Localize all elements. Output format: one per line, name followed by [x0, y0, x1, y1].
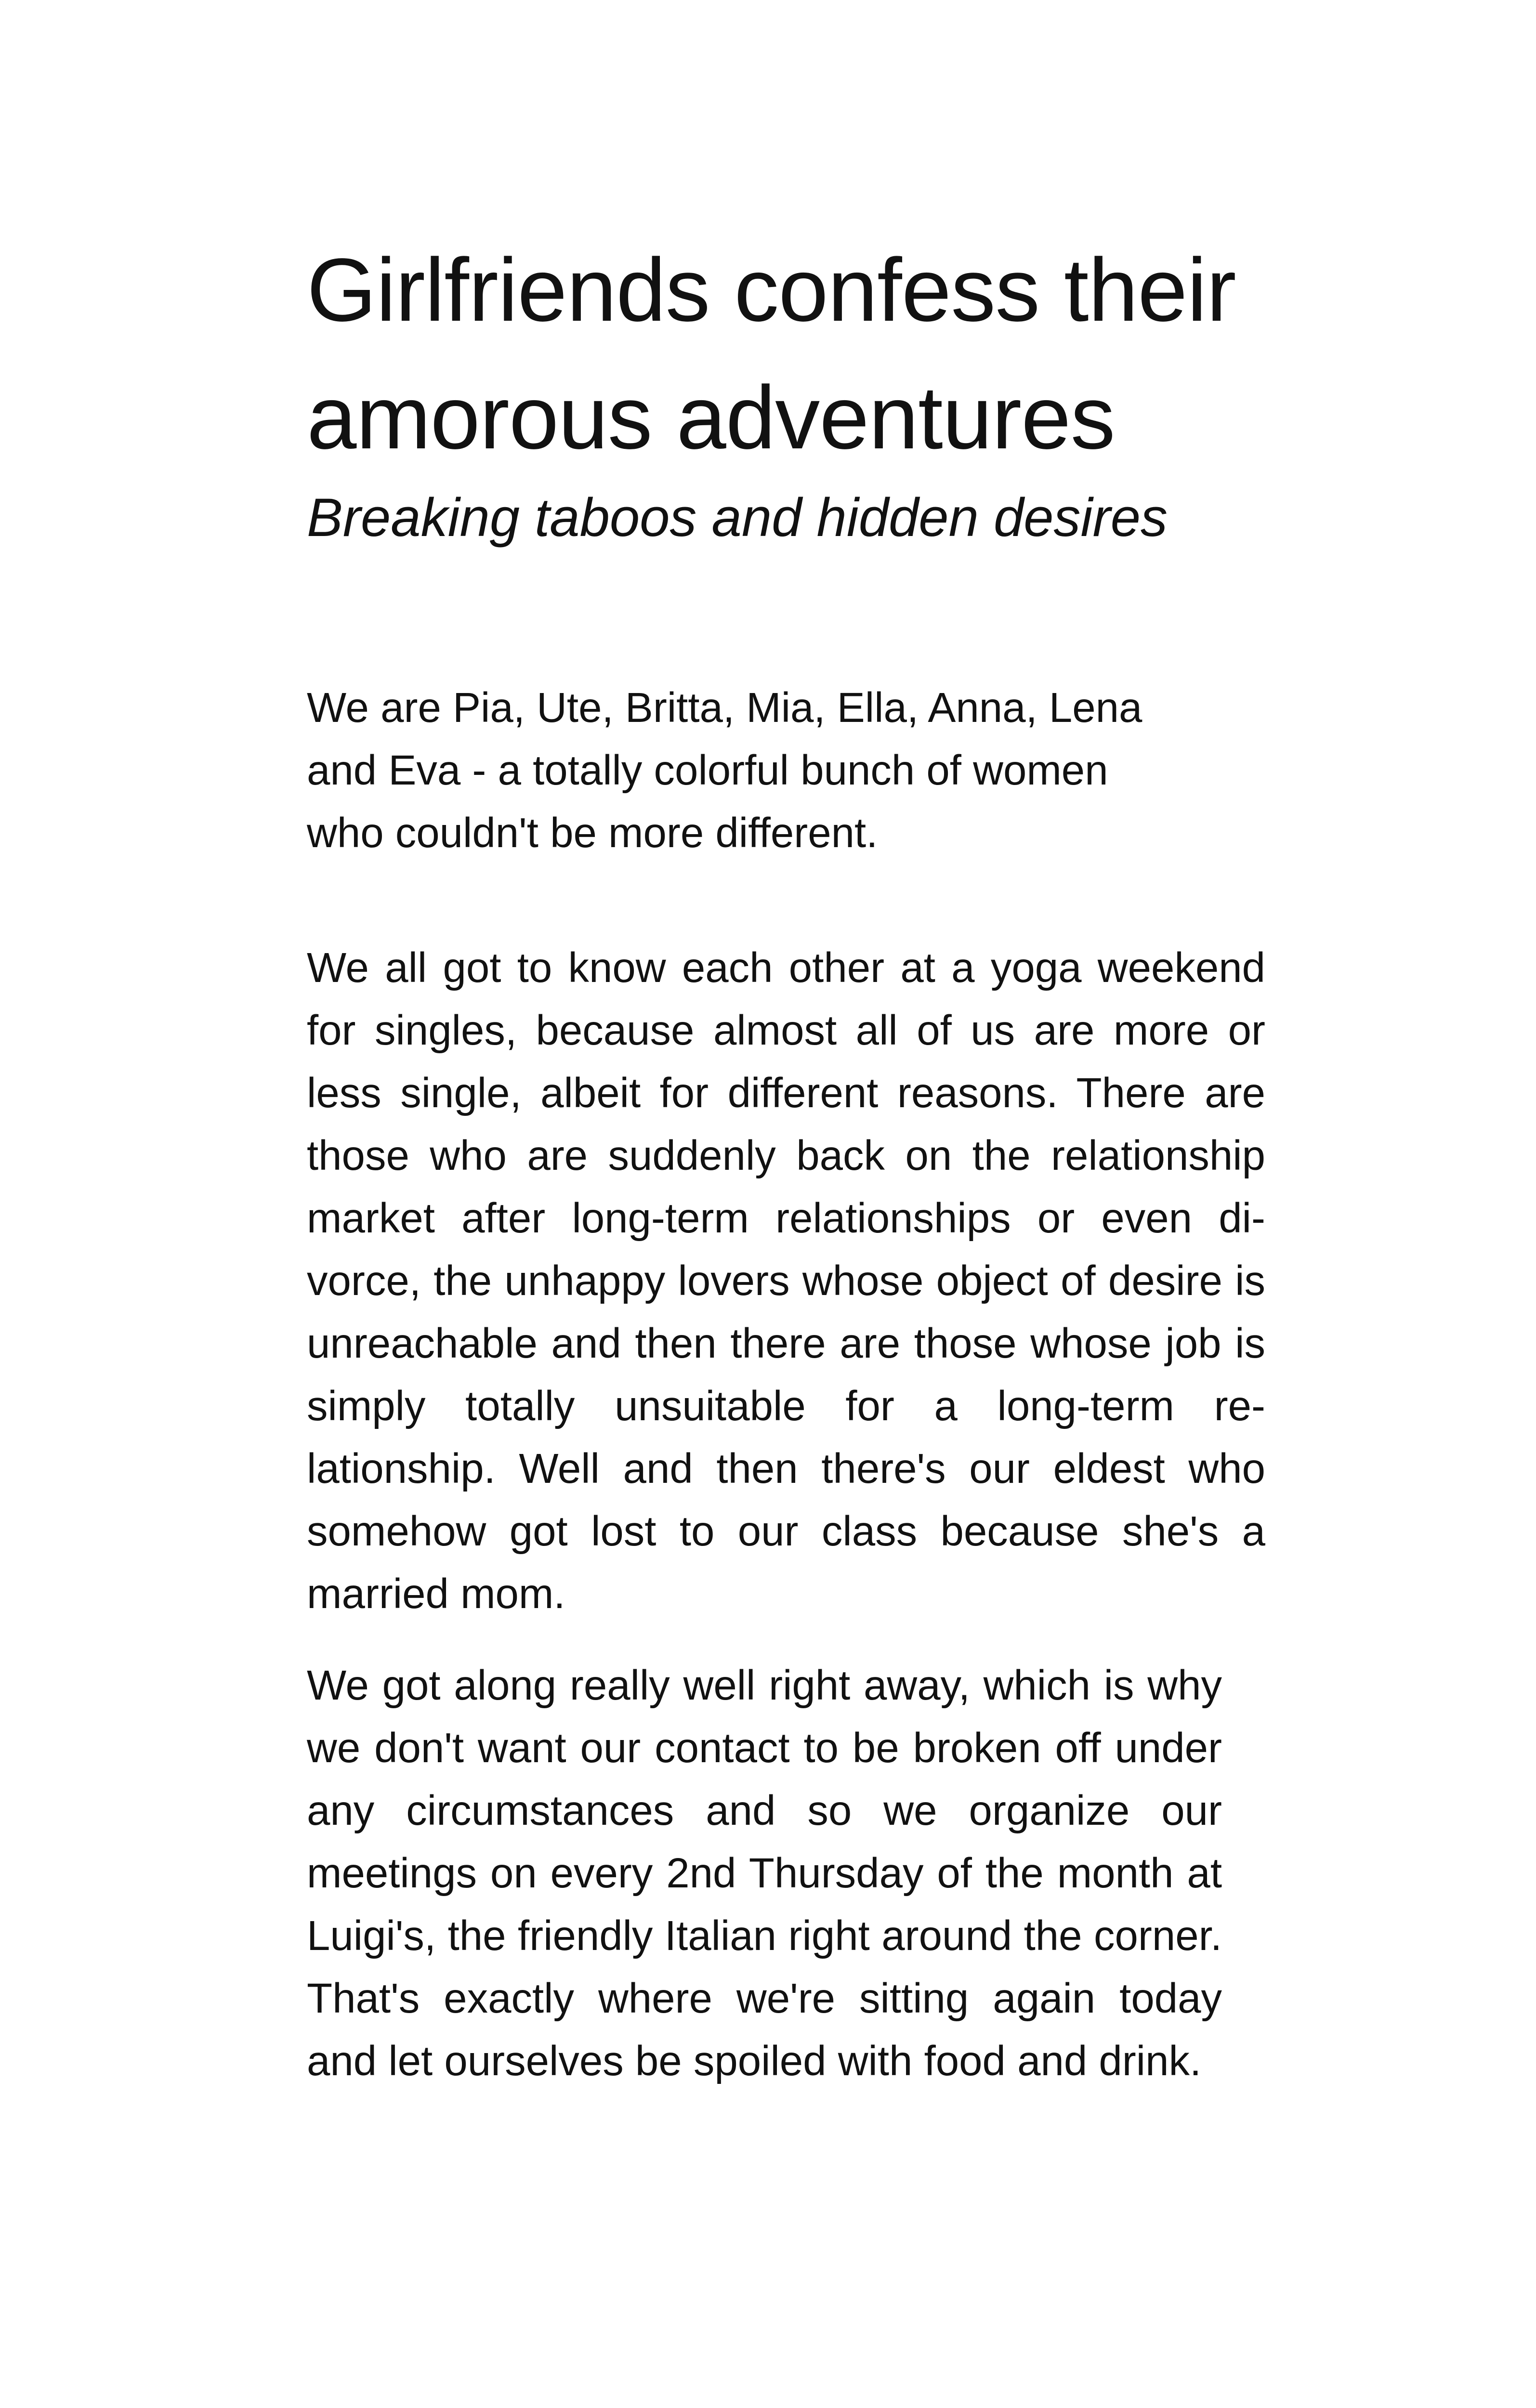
- document-page: [307, 226, 1265, 2093]
- paragraph-yoga-weekend: We all got to know each other at a yoga weekend for singles, because almost all of us are more or less single, albeit for different reasons. There are those who are suddenly back on the relationship market after long-term relationships or even divorce, the unhappy lovers whose object of desire is unreachable and then there are those whose job is simply totally unsuitable for a long-term relationship. Well and then there's our eldest who somehow got lost to our class because she's a married mom.: [307, 944, 1265, 1617]
- document-subtitle: Breaking taboos and hidden desires: [307, 487, 1168, 548]
- title-line-2: amorous adventures: [307, 368, 1115, 468]
- paragraph-intro: We are Pia, Ute, Britta, Mia, Ella, Anna, Lena and Eva - a totally colorful bunch of women who couldn't be more different.: [307, 684, 1142, 856]
- paragraph-meetings: We got along really well right away, which is why we don't want our contact to be broken off under any circumstances and so we organize our meetings on every 2nd Thursday of the month at Luigi's, the friendly Italian right around the corner. That's exactly where we're sitting again today and let ourselves be spoiled with food and drink.: [307, 1662, 1222, 2084]
- title-line-1: Girlfriends confess their: [307, 240, 1236, 340]
- document-title: [307, 226, 1265, 482]
